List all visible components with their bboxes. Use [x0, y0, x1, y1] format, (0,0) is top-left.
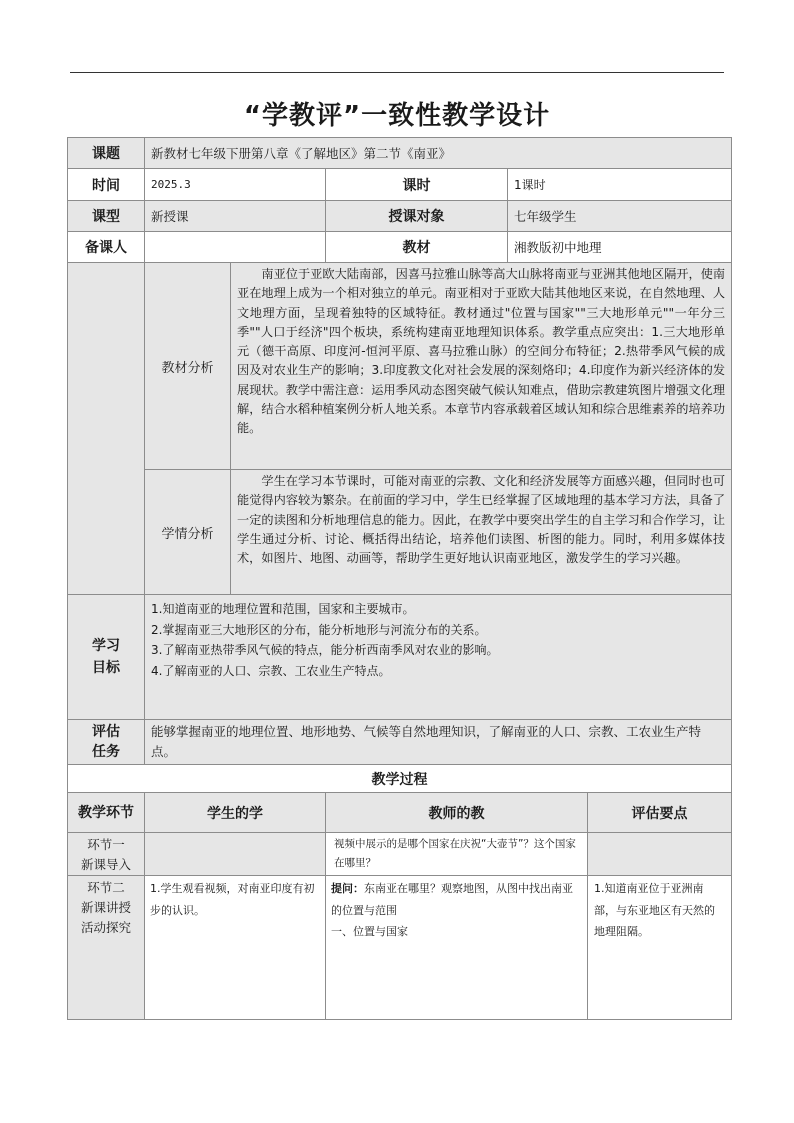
type-value: 新授课: [145, 201, 326, 232]
goals-label-line2: 目标: [92, 660, 120, 676]
goal-item: 2.掌握南亚三大地形区的分布，能分析地形与河流分布的关系。: [151, 622, 487, 637]
stage-line: 环节一: [87, 837, 125, 852]
teacher-question: [331, 878, 582, 921]
teacher-cell: 视频中展示的是哪个国家在庆祝“大壶节”？这个国家在哪里？: [326, 833, 588, 876]
goals-label: [68, 595, 145, 720]
student-cell: [145, 833, 326, 876]
row-process-headers: [68, 793, 732, 833]
row-goals: [68, 595, 732, 720]
row-preparer: [68, 232, 732, 263]
goal-item: 3.了解南亚热带季风气候的特点，能分析西南季风对农业的影响。: [151, 643, 499, 657]
teacher-cell: [326, 876, 588, 1020]
textbook-value: 湘教版初中地理: [508, 232, 732, 263]
textbook-analysis-label: 教材分析: [145, 263, 231, 470]
assess-cell: 1.知道南亚位于亚洲南部，与东亚地区有天然的地理阻隔。: [588, 876, 732, 1020]
row-type: [68, 201, 732, 232]
topic-value: 新教材七年级下册第八章《了解地区》第二节《南亚》: [145, 138, 732, 169]
textbook-label: 教材: [326, 232, 508, 263]
type-label: 课型: [68, 201, 145, 232]
time-value: 2025.3: [145, 169, 326, 201]
audience-label: 授课对象: [326, 201, 508, 232]
evaluation-label: [68, 720, 145, 765]
row-time: [68, 169, 732, 201]
row-process-title: [68, 765, 732, 793]
row-textbook-analysis: [68, 263, 732, 470]
col-header-stage: 教学环节: [68, 793, 145, 833]
student-cell: 1.学生观看视频，对南亚印度有初步的认识。: [145, 876, 326, 1020]
goal-item: 1.知道南亚的地理位置和范围，国家和主要城市。: [151, 602, 415, 616]
row-evaluation: [68, 720, 732, 765]
analysis-blank-cell: [68, 263, 145, 595]
ask-label: 提问：: [331, 882, 364, 895]
goals-list: [145, 595, 732, 720]
evaluation-label-line1: 评估: [92, 724, 120, 740]
table-row: [68, 833, 732, 876]
goals-label-line1: 学习: [92, 638, 120, 654]
textbook-analysis-text: 南亚位于亚欧大陆南部，因喜马拉雅山脉等高大山脉将南亚与亚洲其他地区隔开，使南亚在地理上成为一个相对独立的单元。南亚相对于亚欧大陆其他地区来说，在自然地理、人文地理方面，呈现着独特的区域特征。教材通过"位置与国家""三大地形单元""一年分三季""人口于经济"四个板块，系统构建南亚地理知识体系。教学重点应突出：1.三大地形单元（德干高原、印度河-恒河平原、喜马拉雅山脉）的空间分布特征；2.热带季风气候的成因及对农业生产的影响；3.印度教文化对社会发展的深刻烙印；4.印度作为新兴经济体的发展现状。教学中需注意：运用季风动态图突破气候认知难点，借助宗教建筑图片增强文化理解，结合水稻种植案例分析人地关系。本章节内容承载着区域认知和综合思维素养的培养功能。: [231, 263, 732, 470]
hours-label: 课时: [326, 169, 508, 201]
stage-cell: [68, 876, 145, 1020]
process-title: 教学过程: [68, 765, 732, 793]
stage-cell: [68, 833, 145, 876]
col-header-student: 学生的学: [145, 793, 326, 833]
time-label: 时间: [68, 169, 145, 201]
goal-item: 4.了解南亚的人口、宗教、工农业生产特点。: [151, 663, 391, 678]
preparer-value: [145, 232, 326, 263]
evaluation-text: 能够掌握南亚的地理位置、地形地势、气候等自然地理知识，了解南亚的人口、宗教、工农业生产特点。: [145, 720, 732, 765]
stage-line: 活动探究: [80, 920, 131, 935]
stage-line: 新课讲授: [80, 900, 131, 915]
evaluation-label-line2: 任务: [92, 744, 120, 760]
header-rule: [70, 72, 724, 73]
col-header-teacher: 教师的教: [326, 793, 588, 833]
table-row: [68, 876, 732, 1020]
assess-cell: [588, 833, 732, 876]
student-analysis-text: 学生在学习本节课时，可能对南亚的宗教、文化和经济发展等方面感兴趣，但同时也可能觉得内容较为繁杂。在前面的学习中，学生已经掌握了区域地理的基本学习方法，具备了一定的读图和分析地理信息的能力。因此，在教学中要突出学生的自主学习和合作学习，让学生通过分析、讨论、概括得出结论，培养他们读图、析图的能力。同时，利用多媒体技术，如图片、地图、动画等，帮助学生更好地认识南亚地区，激发学生的学习兴趣。: [231, 470, 732, 595]
col-header-assess: 评估要点: [588, 793, 732, 833]
audience-value: 七年级学生: [508, 201, 732, 232]
document-title: “学教评”一致性教学设计: [243, 101, 551, 131]
hours-value: 1课时: [508, 169, 732, 201]
stage-line: 新课导入: [80, 857, 131, 872]
preparer-label: 备课人: [68, 232, 145, 263]
ask-text: 东南亚在哪里？观察地图，从图中找出南亚的位置与范围: [331, 882, 573, 917]
row-topic: [68, 138, 732, 169]
row-student-analysis: [68, 470, 732, 595]
topic-label: 课题: [68, 138, 145, 169]
lesson-plan-table: [67, 137, 732, 1020]
teacher-subheading: 一、位置与国家: [331, 925, 408, 938]
student-analysis-label: 学情分析: [145, 470, 231, 595]
stage-line: 环节二: [87, 880, 125, 895]
